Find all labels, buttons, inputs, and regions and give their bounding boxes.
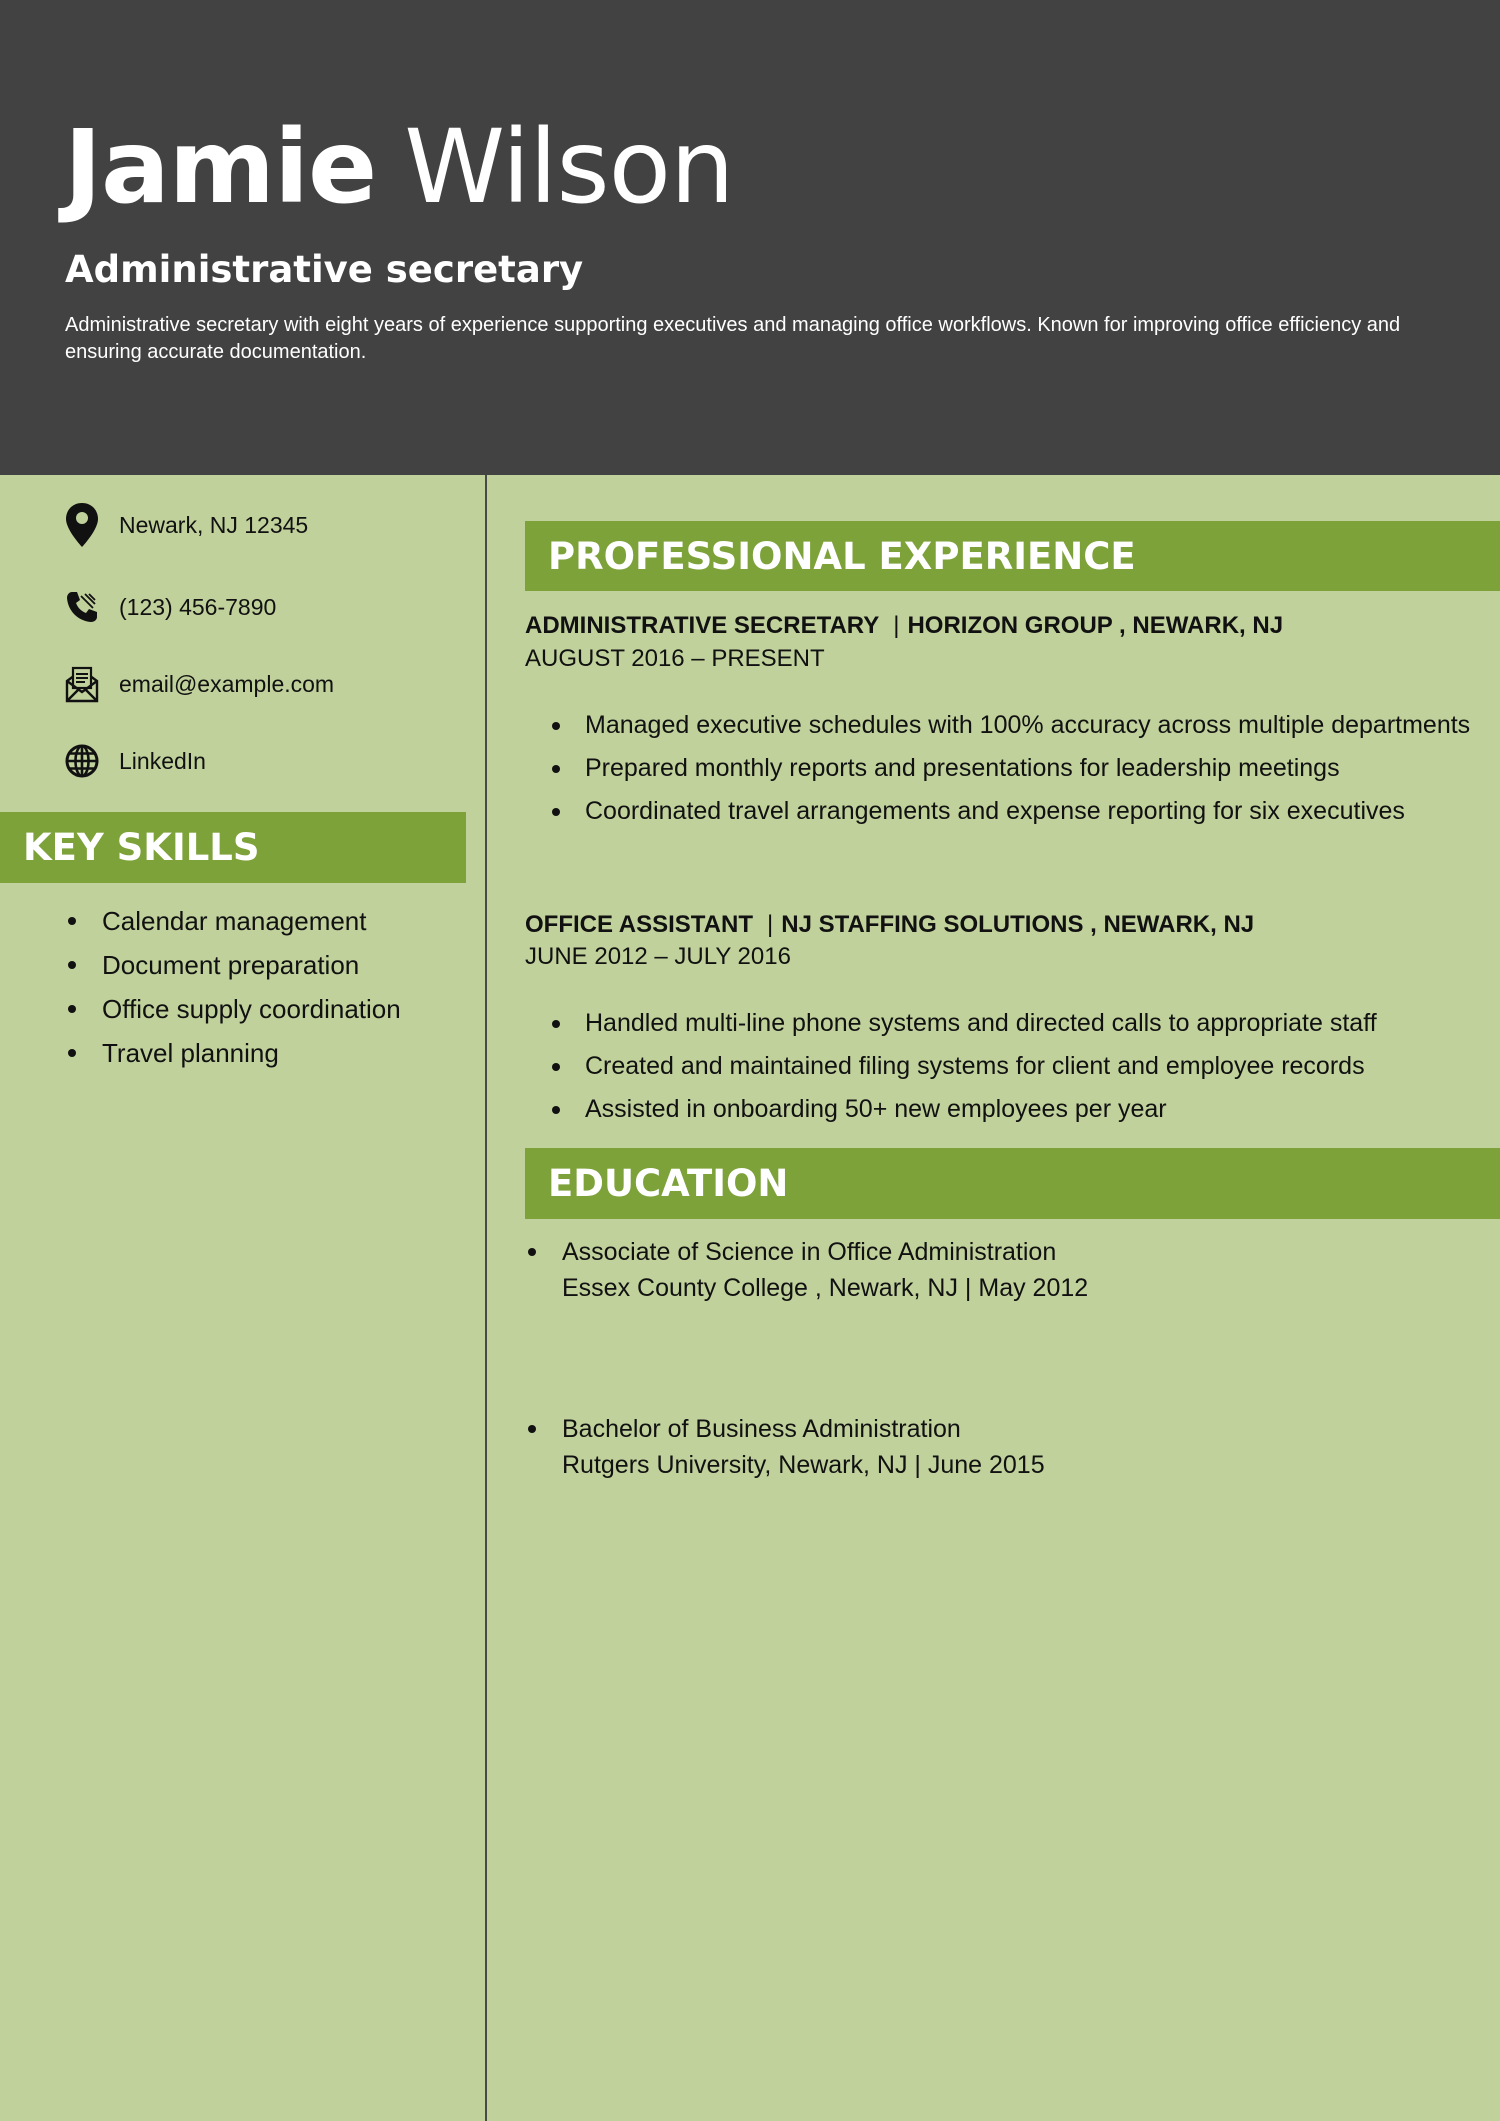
job-heading xyxy=(525,910,1254,940)
list-item: Document preparation xyxy=(64,943,401,987)
resume-header xyxy=(0,0,1500,475)
location-text: Newark, NJ 12345 xyxy=(119,512,309,538)
list-item: Travel planning xyxy=(64,1031,401,1075)
list-item: Coordinated travel arrangements and expense reporting for six executives xyxy=(549,795,1489,827)
phone-text: (123) 456-7890 xyxy=(119,594,277,620)
first-name: Jamie xyxy=(64,108,377,227)
key-skills-heading: KEY SKILLS xyxy=(0,812,466,883)
job-company: NJ STAFFING SOLUTIONS , NEWARK, NJ xyxy=(781,911,1255,938)
contact-email xyxy=(64,661,464,707)
education-heading: EDUCATION xyxy=(525,1148,1500,1219)
last-name: Wilson xyxy=(404,108,734,227)
list-item: Calendar management xyxy=(64,899,401,943)
map-pin-icon xyxy=(64,502,100,548)
job-dates: JUNE 2012 – JULY 2016 xyxy=(525,943,791,970)
list-item: Handled multi-line phone systems and directed calls to appropriate staff xyxy=(549,1007,1489,1039)
contact-phone xyxy=(64,584,464,630)
degree: Bachelor of Business Administration xyxy=(562,1415,961,1443)
phone-icon xyxy=(64,584,100,630)
contact-linkedin xyxy=(64,738,464,784)
list-item: Assisted in onboarding 50+ new employees per year xyxy=(549,1093,1489,1125)
degree: Associate of Science in Office Administration xyxy=(562,1238,1057,1266)
school-details: Essex County College , Newark, NJ | May 2012 xyxy=(562,1274,1089,1302)
column-divider xyxy=(485,475,487,2121)
envelope-icon xyxy=(64,661,100,707)
job-heading xyxy=(525,611,1283,641)
globe-icon xyxy=(64,738,100,784)
job-company: HORIZON GROUP , NEWARK, NJ xyxy=(907,612,1284,639)
separator: | xyxy=(767,911,774,938)
job-dates: AUGUST 2016 – PRESENT xyxy=(525,645,825,672)
list-item: Prepared monthly reports and presentations for leadership meetings xyxy=(549,752,1489,784)
list-item: Managed executive schedules with 100% accuracy across multiple departments xyxy=(549,709,1489,741)
candidate-name xyxy=(64,108,734,228)
education-item xyxy=(525,1234,1088,1306)
job-role: ADMINISTRATIVE SECRETARY xyxy=(525,612,880,639)
list-item: Office supply coordination xyxy=(64,987,401,1031)
separator: | xyxy=(893,612,900,639)
job-role: OFFICE ASSISTANT xyxy=(525,911,753,938)
education-item xyxy=(525,1411,1045,1483)
school-details: Rutgers University, Newark, NJ | June 2015 xyxy=(562,1451,1045,1479)
job-bullets xyxy=(549,709,1489,838)
job-bullets xyxy=(549,1007,1489,1136)
list-item: Created and maintained filing systems for client and employee records xyxy=(549,1050,1489,1082)
experience-heading: PROFESSIONAL EXPERIENCE xyxy=(525,521,1500,591)
email-text: email@example.com xyxy=(119,671,335,697)
skills-list xyxy=(64,899,401,1075)
contact-location xyxy=(64,502,464,548)
profile-summary: Administrative secretary with eight years of experience supporting executives and managing office workflows. Known for improving office efficiency and ensuring accurate documentation. xyxy=(65,314,1401,363)
linkedin-text: LinkedIn xyxy=(119,748,206,774)
job-title: Administrative secretary xyxy=(65,248,584,291)
